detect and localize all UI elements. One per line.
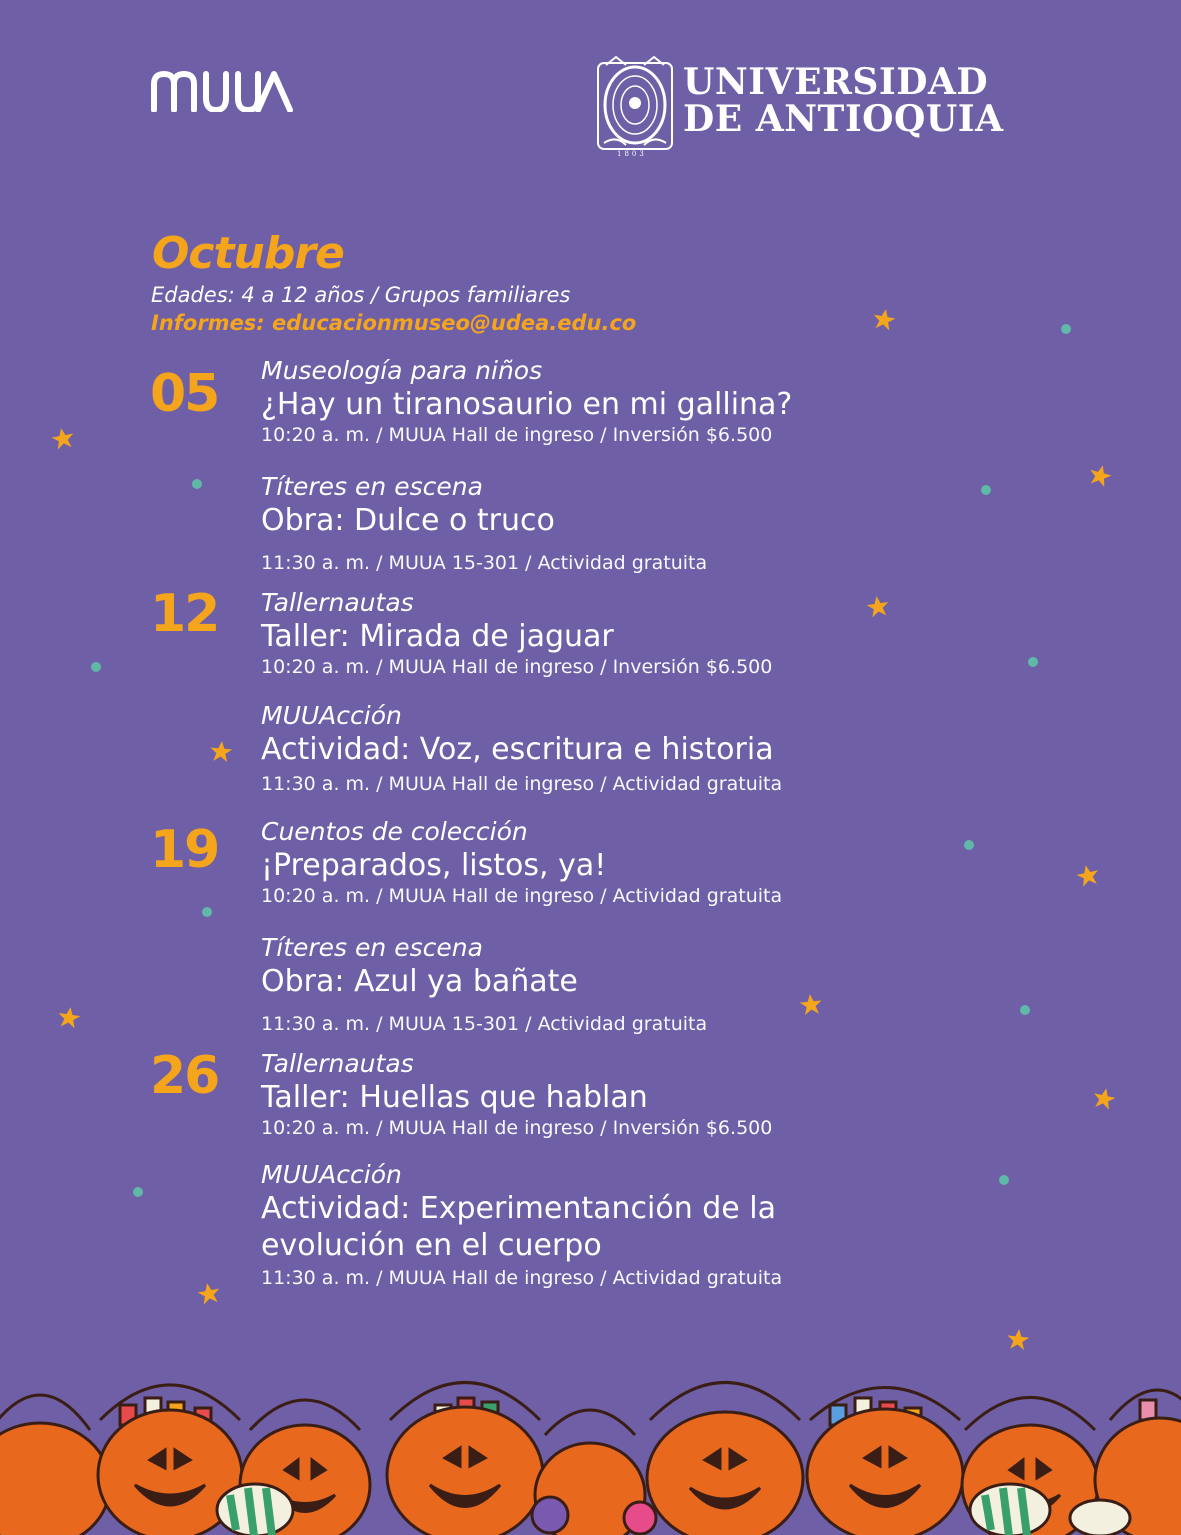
pumpkin-border-icon [0,1360,1181,1535]
event-details: 11:30 a. m. / MUUA 15-301 / Actividad gratuita [261,1013,708,1035]
event-details: 10:20 a. m. / MUUA Hall de ingreso / Actividad gratuita [261,885,783,907]
event-category: Títeres en escena [261,933,483,962]
event-details: 10:20 a. m. / MUUA Hall de ingreso / Inversión $6.500 [261,424,773,446]
event-title: Actividad: Voz, escritura e historia [261,732,774,767]
ages-text: Edades: 4 a 12 años / Grupos familiares [151,283,571,307]
university-line-1: UNIVERSIDAD [683,61,989,103]
event-title: Obra: Dulce o truco [261,503,555,538]
event-details: 11:30 a. m. / MUUA Hall de ingreso / Actividad gratuita [261,773,783,795]
day-number: 19 [150,820,219,880]
event-title: ¿Hay un tiranosaurio en mi gallina? [261,387,793,422]
event-category: Cuentos de colección [261,817,528,846]
day-number: 26 [150,1046,219,1106]
event-details: 11:30 a. m. / MUUA Hall de ingreso / Actividad gratuita [261,1267,783,1289]
event-category: MUUAcción [261,701,402,730]
event-title: Taller: Mirada de jaguar [261,619,614,654]
event-title: Taller: Huellas que hablan [261,1080,648,1115]
event-title: Actividad: Experimentanción de la [261,1191,777,1226]
event-category: MUUAcción [261,1160,402,1189]
event-category: Títeres en escena [261,472,483,501]
event-details: 10:20 a. m. / MUUA Hall de ingreso / Inversión $6.500 [261,656,773,678]
month-title: Octubre [152,228,344,279]
event-category: Tallernautas [261,588,414,617]
event-category: Tallernautas [261,1049,414,1078]
event-title: Obra: Azul ya bañate [261,964,578,999]
event-details: 11:30 a. m. / MUUA 15-301 / Actividad gratuita [261,552,708,574]
seal-year: 1803 [617,150,647,158]
university-line-2: DE ANTIOQUIA [683,98,1004,140]
day-number: 05 [150,364,219,424]
contact-email[interactable]: Informes: educacionmuseo@udea.edu.co [151,311,637,335]
event-category: Museología para niños [261,356,543,385]
day-number: 12 [150,584,219,644]
event-title-line-2: evolución en el cuerpo [261,1228,602,1263]
event-details: 10:20 a. m. / MUUA Hall de ingreso / Inversión $6.500 [261,1117,773,1139]
event-title: ¡Preparados, listos, ya! [261,848,607,883]
